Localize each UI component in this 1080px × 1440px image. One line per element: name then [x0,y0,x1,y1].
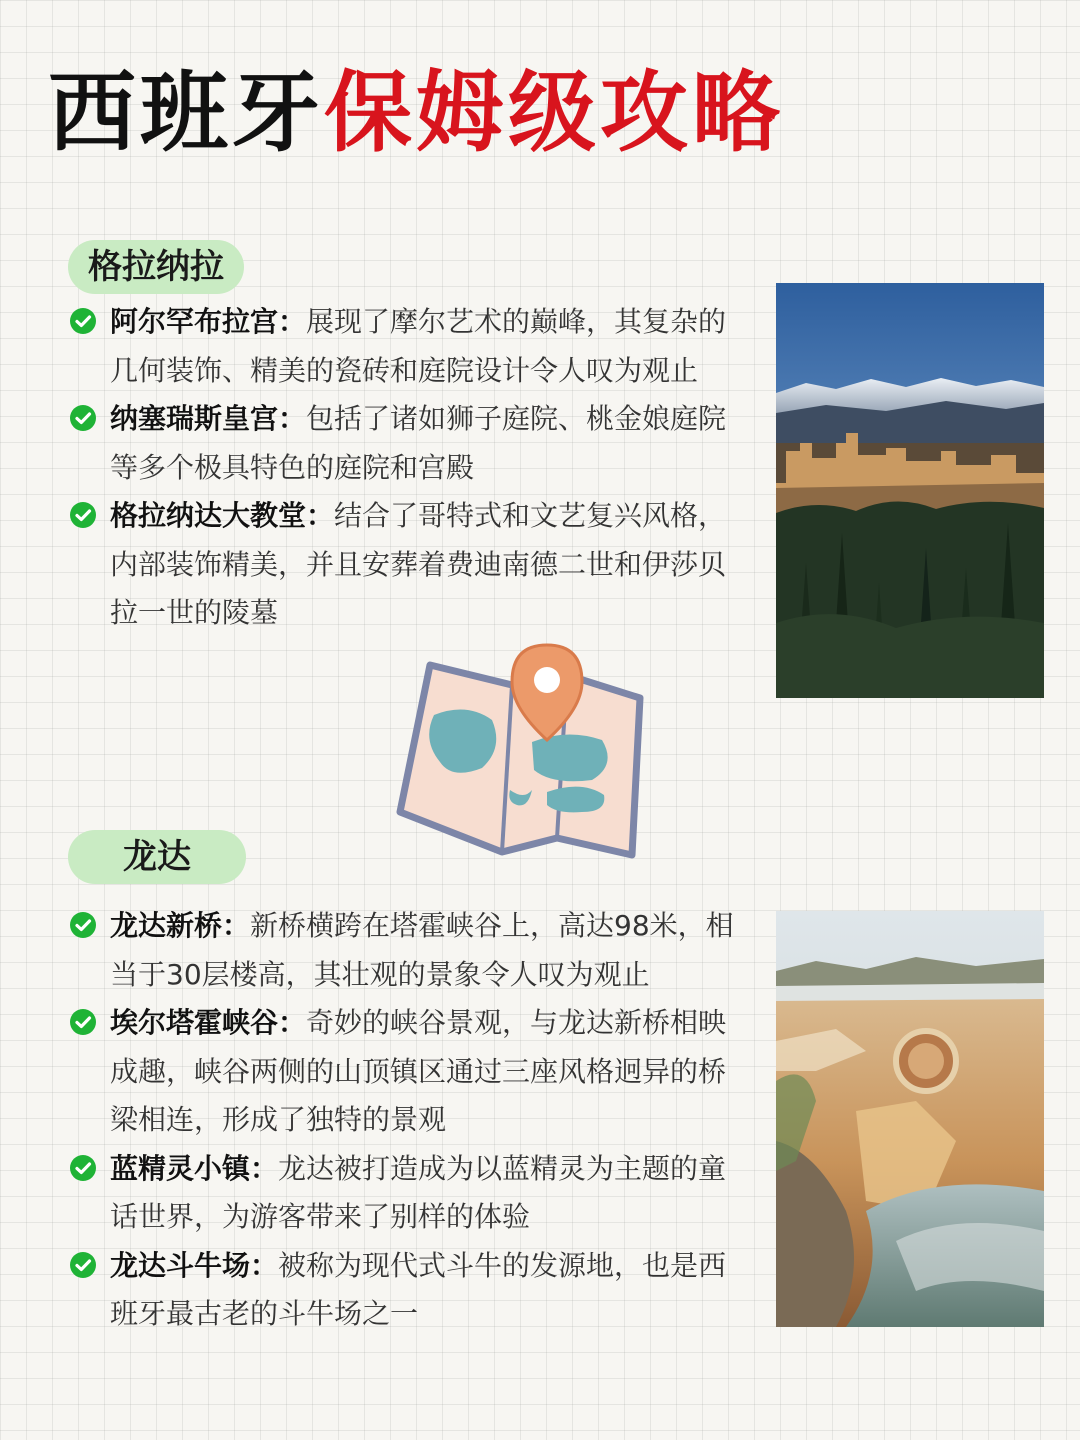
attraction-description: 展现了摩尔艺术的巅峰，其复杂的几何装饰、精美的瓷砖和庭院设计令人叹为观止 [110,305,727,387]
section-badge-granada: 格拉纳拉 [68,240,244,294]
section-badge-ronda: 龙达 [68,830,246,884]
attraction-description: 被称为现代式斗牛的发源地，也是西班牙最古老的斗牛场之一 [110,1248,727,1330]
attraction-description: 奇妙的峡谷景观，与龙达新桥相映成趣，峡谷两侧的山顶镇区通过三座风格迥异的桥梁相连，形成了独特的景观 [110,1006,727,1136]
attraction-name: 龙达新桥： [110,909,251,942]
check-circle-icon [70,502,96,528]
check-circle-icon [70,308,96,334]
ronda-aerial-photo [776,911,1044,1327]
check-circle-icon [70,1155,96,1181]
check-circle-icon [70,405,96,431]
title-black-part: 西班牙 [48,61,325,164]
list-item [70,999,750,1145]
attraction-name: 埃尔塔霍峡谷： [110,1006,307,1039]
title-red-part: 保姆级攻略 [324,61,785,164]
check-circle-icon [70,1009,96,1035]
check-circle-icon [70,1252,96,1278]
granada-attraction-list [70,298,750,638]
list-item [70,1145,750,1242]
check-circle-icon [70,912,96,938]
page-title [48,58,784,168]
list-item [70,492,750,638]
alhambra-photo [776,283,1044,698]
attraction-description: 新桥横跨在塔霍峡谷上，高达98米，相当于30层楼高，其壮观的景象令人叹为观止 [110,909,734,991]
list-item [70,1242,750,1339]
attraction-name: 阿尔罕布拉宫： [110,305,307,338]
list-item [70,395,750,492]
attraction-name: 纳塞瑞斯皇宫： [110,402,307,435]
map-pin-illustration [392,640,652,865]
list-item [70,902,750,999]
list-item [70,298,750,395]
attraction-description: 包括了诸如狮子庭院、桃金娘庭院等多个极具特色的庭院和宫殿 [110,402,727,484]
attraction-name: 格拉纳达大教堂： [110,499,335,532]
attraction-name: 蓝精灵小镇： [110,1151,279,1185]
attraction-name: 龙达斗牛场： [110,1248,279,1282]
attraction-description: 龙达被打造成为以蓝精灵为主题的童话世界，为游客带来了别样的体验 [110,1151,727,1233]
attraction-description: 结合了哥特式和文艺复兴风格，内部装饰精美，并且安葬着费迪南德二世和伊莎贝拉一世的陵墓 [110,499,727,629]
ronda-attraction-list [70,902,750,1339]
